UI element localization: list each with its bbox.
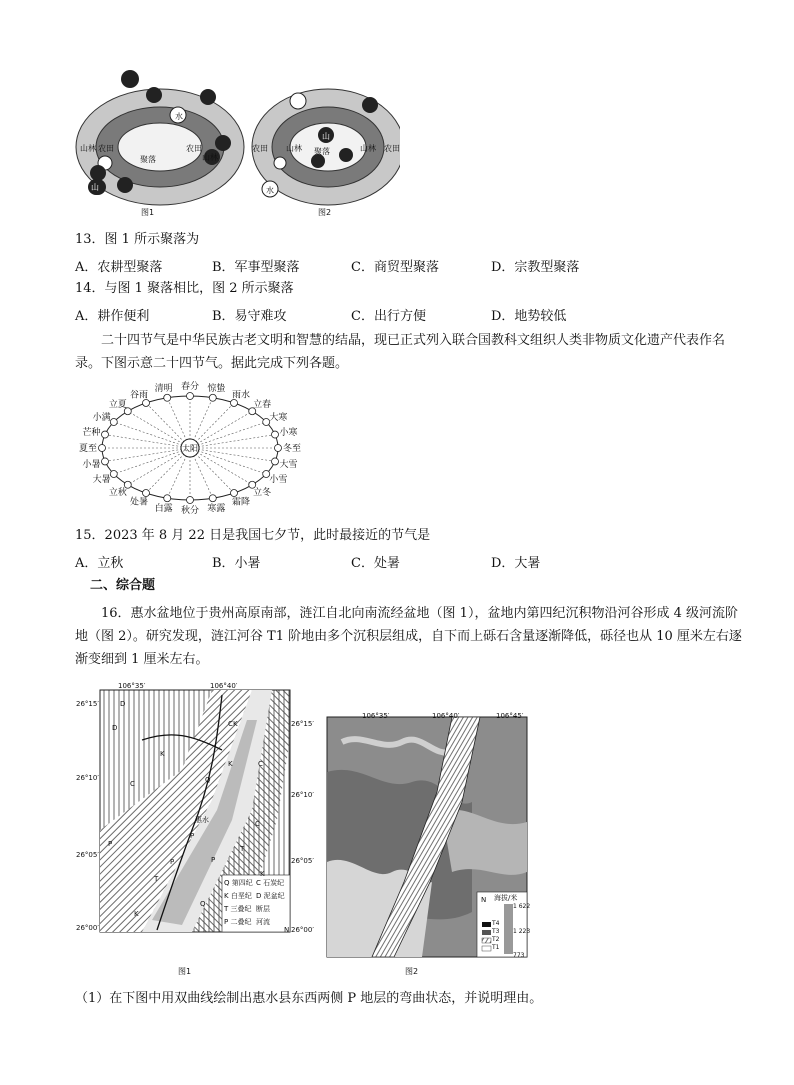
earth-position-夏至 xyxy=(99,445,106,452)
section-2-title: 二、综合题 xyxy=(90,578,156,593)
fig2-terrace-t1: T1 xyxy=(492,944,500,951)
solar-term-ray xyxy=(105,435,190,448)
earth-position-小满 xyxy=(110,419,117,426)
geo-fig2-caption: 图2 xyxy=(405,967,419,976)
fig1-stratum-letter: Q xyxy=(205,776,211,784)
solar-term-ray xyxy=(128,448,190,485)
solar-term-label: 小寒 xyxy=(279,427,298,438)
solar-term-ray xyxy=(128,411,190,448)
fig1-stratum-letter: K xyxy=(134,910,139,918)
fig1-stratum-letter: K xyxy=(160,750,165,758)
fig1-legend-item: T 三叠纪 xyxy=(224,905,252,913)
elevation-map-fig2 xyxy=(322,712,532,962)
earth-position-处暑 xyxy=(143,490,150,497)
geology-map-fig1 xyxy=(72,680,302,980)
fig1-stratum-letter: T xyxy=(240,845,245,853)
fig1-stratum-letter: D xyxy=(112,724,118,732)
fig1-stratum-letter: C xyxy=(258,760,263,768)
solar-term-ray xyxy=(190,422,266,448)
fig2-north-arrow: N xyxy=(481,896,487,904)
q13-option-d[interactable]: D．宗教型聚落 xyxy=(491,260,580,275)
solar-terms-diagram xyxy=(70,378,320,518)
fig1-legend-item: 河流 xyxy=(256,918,270,926)
earth-position-谷雨 xyxy=(143,399,150,406)
solar-term-ray xyxy=(190,435,275,448)
solar-term-label: 春分 xyxy=(180,382,200,392)
solar-term-label: 秋分 xyxy=(180,506,200,516)
q13-option-a[interactable]: A．农耕型聚落 xyxy=(75,260,163,275)
solar-term-label: 惊蛰 xyxy=(207,384,226,395)
solar-term-label: 立冬 xyxy=(253,487,272,498)
q13-stem: 13．图 1 所示聚落为 xyxy=(75,232,200,247)
q14-option-b[interactable]: B．易守难攻 xyxy=(212,309,287,324)
solar-term-label: 白露 xyxy=(154,503,173,514)
solar-term-label: 大雪 xyxy=(279,460,298,471)
fig1-stratum-letter: P xyxy=(108,840,113,848)
fig1-lat-label-4: 26°00′ xyxy=(76,924,99,932)
fig1-center-label: 聚落 xyxy=(140,155,156,164)
q13-option-c[interactable]: C．商贸型聚落 xyxy=(351,260,439,275)
earth-position-大雪 xyxy=(272,458,279,465)
solar-term-ray xyxy=(190,448,275,461)
solar-term-label: 立夏 xyxy=(108,400,127,411)
earth-position-白露 xyxy=(164,495,171,502)
earth-position-春分 xyxy=(187,393,194,400)
earth-position-霜降 xyxy=(231,490,238,497)
fig1-caption: 图1 xyxy=(141,208,155,217)
earth-position-芒种 xyxy=(101,431,108,438)
solar-terms-intro: 二十四节气是中华民族古老文明和智慧的结晶，现已正式列入联合国教科文组织人类非物质文化遗产代表作名录。下图示意二十四节气。据此完成下列各题。 xyxy=(75,333,726,371)
fig2-lon-label-3: 106°45′ xyxy=(496,712,524,720)
fig2-terrace-t4: T4 xyxy=(492,920,500,927)
fig2-farm-right-label: 农田 xyxy=(384,144,400,153)
sun-label: 太阳 xyxy=(182,444,198,453)
earth-position-雨水 xyxy=(231,399,238,406)
solar-term-label: 夏至 xyxy=(78,444,98,454)
fig1-stratum-letter: C xyxy=(130,780,135,788)
fig2-lat-label-2: 26°10′ xyxy=(291,791,314,799)
fig1-legend-item: Q 第四纪 xyxy=(224,879,253,887)
fig1-stratum-letter: K xyxy=(228,760,233,768)
fig1-stratum-letter: C xyxy=(228,720,233,728)
fig1-stratum-letter: D xyxy=(120,700,126,708)
earth-position-小暑 xyxy=(101,458,108,465)
fig2-lat-label-1: 26°15′ xyxy=(291,720,314,728)
solar-term-ray xyxy=(190,448,252,485)
fig1-stratum-letter: T xyxy=(154,875,159,883)
fig1-forest-right-label: 山林 xyxy=(202,153,218,162)
solar-term-label: 立春 xyxy=(253,400,272,411)
fig1-farm-right-label: 农田 xyxy=(186,144,202,153)
earth-position-小寒 xyxy=(272,431,279,438)
fig1-legend-item: 断层 xyxy=(256,905,270,913)
fig2-caption: 图2 xyxy=(318,208,332,217)
fig1-stratum-letter: P xyxy=(211,856,216,864)
fig1-town-label: 惠水 xyxy=(195,816,209,824)
solar-term-label: 小暑 xyxy=(82,460,101,471)
fig2-legend-title: 海拔/米 xyxy=(494,894,518,902)
solar-term-label: 雨水 xyxy=(231,390,251,401)
fig1-legend-item: K 白垩纪 xyxy=(224,892,252,900)
fig2-water-label: 水 xyxy=(266,186,274,195)
solar-term-label: 立秋 xyxy=(108,487,127,498)
fig2-lon-label-1: 106°35′ xyxy=(362,712,390,720)
settlement-figures xyxy=(70,65,400,225)
solar-term-label: 小满 xyxy=(92,413,111,423)
fig2-farm-left-label: 农田 xyxy=(252,144,268,153)
solar-term-label: 小雪 xyxy=(269,475,288,485)
fig2-forest-right-label: 山林 xyxy=(360,144,376,153)
fig1-legend-item: C 石炭纪 xyxy=(256,879,285,887)
fig1-stratum-letter: K xyxy=(260,870,265,878)
fig2-elev-high: 1 622 xyxy=(513,903,531,910)
fig1-forest-left-label: 山林 xyxy=(80,144,96,153)
fig1-lat-label-1: 26°15′ xyxy=(76,700,99,708)
q16-intro: 16．惠水盆地位于贵州高原南部，涟江自北向南流经盆地（图 1），盆地内第四纪沉积物沿河谷形成 4 级河流阶地（图 2）。研究发现，涟江河谷 T1 阶地由多个沉积层组成，自下而上砾石含量逐渐降低，砾径也从 10 厘米左右逐渐变细到 1 厘米左右。 xyxy=(75,606,742,667)
fig2-forest-left-label: 山林 xyxy=(286,144,302,153)
fig1-lon-label-2: 106°40′ xyxy=(210,682,238,690)
q14-stem: 14．与图 1 聚落相比，图 2 所示聚落 xyxy=(75,281,294,296)
fig2-mountain-label: 山 xyxy=(322,132,330,141)
solar-term-label: 处暑 xyxy=(129,497,149,508)
fig1-north-arrow: N xyxy=(284,926,290,934)
fig2-lat-label-4: 26°00′ xyxy=(291,926,314,934)
solar-term-ray xyxy=(190,448,266,474)
fig2-terrace-t2: T2 xyxy=(492,936,500,943)
q14-option-d[interactable]: D．地势较低 xyxy=(491,309,567,324)
fig1-stratum-letter: P xyxy=(190,832,195,840)
fig1-stratum-letter: P xyxy=(170,858,175,866)
q15-option-a[interactable]: A．立秋 xyxy=(75,556,124,571)
fig1-farm-left-label: 农田 xyxy=(98,144,114,153)
settlement-figure-1 xyxy=(76,70,244,205)
fig1-lat-label-3: 26°05′ xyxy=(76,851,99,859)
q14-option-c[interactable]: C．出行方便 xyxy=(351,309,426,324)
q14-option-a[interactable]: A．耕作便利 xyxy=(75,309,150,324)
solar-term-label: 大暑 xyxy=(92,475,111,485)
solar-term-ray xyxy=(114,422,190,448)
solar-term-label: 芒种 xyxy=(82,427,101,438)
q15-stem: 15．2023 年 8 月 22 日是我国七夕节，此时最接近的节气是 xyxy=(75,528,431,543)
solar-term-label: 寒露 xyxy=(207,503,226,514)
fig2-center-label: 聚落 xyxy=(314,147,330,156)
q16-part-1: （1）在下图中用双曲线绘制出惠水县东西两侧 P 地层的弯曲状态，并说明理由。 xyxy=(75,991,543,1006)
solar-term-ray xyxy=(190,411,252,448)
fig1-water-label: 水 xyxy=(175,112,183,121)
solar-term-label: 大寒 xyxy=(269,413,288,423)
fig2-lon-label-2: 106°40′ xyxy=(432,712,460,720)
earth-position-大暑 xyxy=(110,471,117,478)
solar-term-ray xyxy=(114,448,190,474)
fig1-lon-label-1: 106°35′ xyxy=(118,682,146,690)
q15-option-b[interactable]: B．小暑 xyxy=(212,556,261,571)
solar-term-label: 清明 xyxy=(154,384,173,395)
earth-position-惊蛰 xyxy=(209,394,216,401)
solar-term-label: 谷雨 xyxy=(129,390,149,401)
geo-fig1-caption: 图1 xyxy=(178,967,192,976)
fig2-elev-low: 773 xyxy=(513,952,525,959)
q15-option-d[interactable]: D．大暑 xyxy=(491,556,541,571)
fig1-stratum-letter: C xyxy=(255,820,260,828)
fig1-stratum-letter: Q xyxy=(200,900,206,908)
solar-term-label: 冬至 xyxy=(282,444,302,454)
fig2-elev-mid: 1 223 xyxy=(513,928,531,935)
q13-option-b[interactable]: B．军事型聚落 xyxy=(212,260,300,275)
earth-position-清明 xyxy=(164,394,171,401)
earth-position-秋分 xyxy=(187,497,194,504)
earth-position-寒露 xyxy=(209,495,216,502)
fig1-legend-item: P 二叠纪 xyxy=(224,918,252,926)
fig1-legend-item: D 泥盆纪 xyxy=(256,892,285,900)
fig2-terrace-t3: T3 xyxy=(492,928,500,935)
q15-option-c[interactable]: C．处暑 xyxy=(351,556,400,571)
solar-term-label: 霜降 xyxy=(231,497,251,508)
fig1-lat-label-2: 26°10′ xyxy=(76,774,99,782)
fig2-lat-label-3: 26°05′ xyxy=(291,857,314,865)
solar-term-ray xyxy=(105,448,190,461)
fig1-stratum-letter: K xyxy=(233,720,238,728)
earth-position-冬至 xyxy=(275,445,282,452)
fig1-mountain-label: 山 xyxy=(91,183,99,192)
